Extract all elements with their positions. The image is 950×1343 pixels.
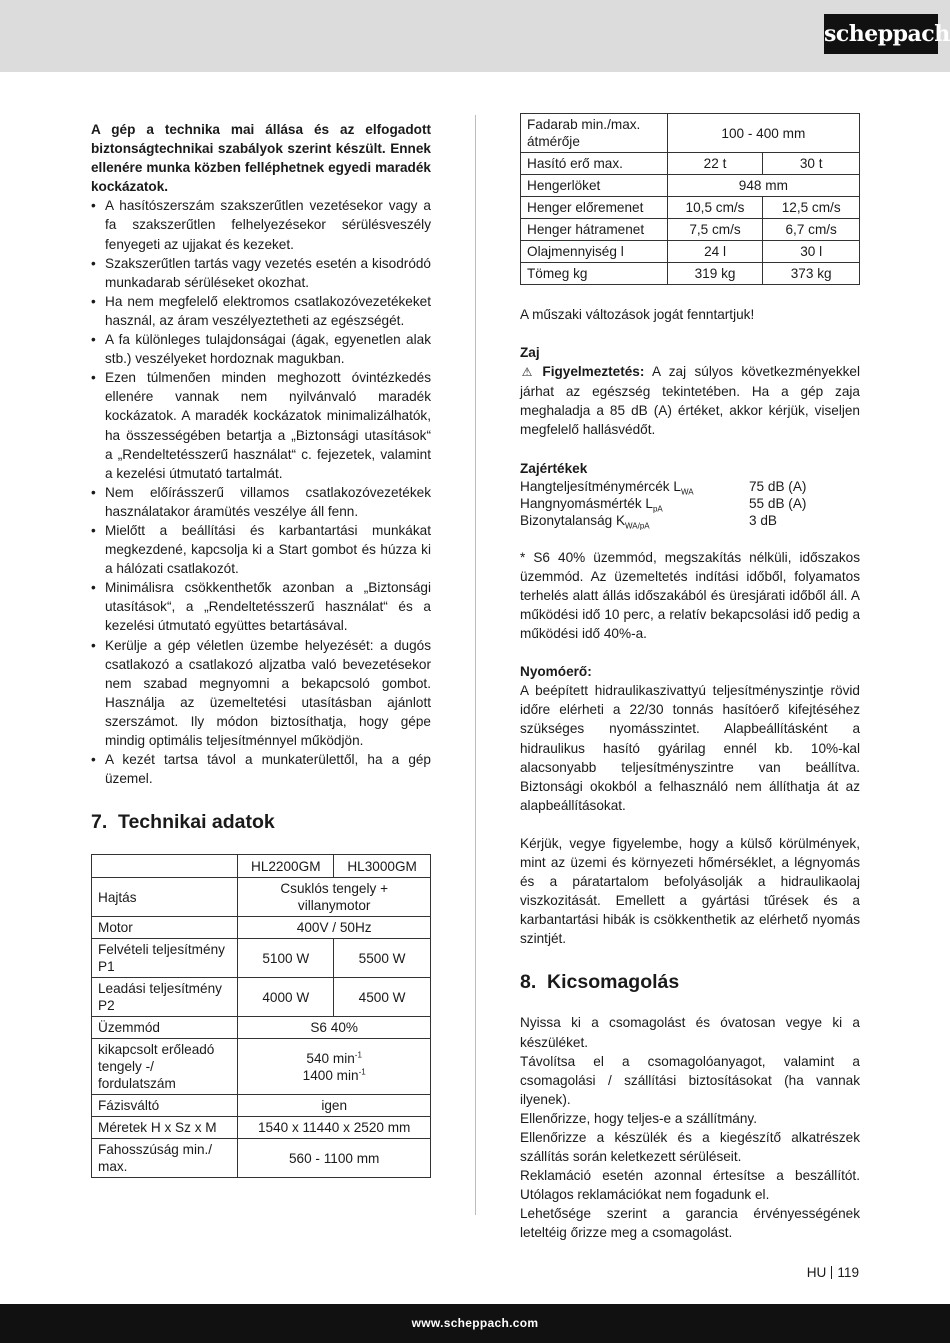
noise-value: 55 dB (A) — [749, 495, 807, 511]
right-column — [520, 113, 860, 1243]
left-column — [91, 120, 431, 1178]
row-value: S6 40% — [238, 1017, 431, 1039]
table-row — [92, 939, 431, 978]
section-title: Kicsomagolás — [547, 971, 680, 994]
row-value: 30 t — [763, 153, 860, 175]
table-row — [92, 1139, 431, 1178]
row-label: Fahosszúság min./ max. — [92, 1139, 238, 1178]
tech-data-table — [91, 854, 431, 1178]
table-row — [521, 175, 860, 197]
rpm-value-1: 540 min — [306, 1050, 355, 1066]
column-divider — [475, 115, 476, 1215]
table-row — [92, 1017, 431, 1039]
list-item: • A kezét tartsa távol a munkaterülettől, ha a gép üzemel. — [91, 750, 431, 788]
section-number: 8. — [520, 971, 537, 994]
row-value: 319 kg — [667, 263, 763, 285]
noise-label: Bizonytalanság K — [520, 512, 626, 528]
unpacking-step: Távolítsa el a csomagolóanyagot, valamint a csomagolási / szállítási biztosításokat (ha vannak ilyenek). — [520, 1053, 860, 1107]
model-header: HL2200GM — [238, 855, 334, 878]
table-row — [92, 1039, 431, 1095]
list-item: • Nem előírásszerű villamos csatlakozóvezetékek használatakor áramütés veszélye áll fenn. — [91, 483, 431, 521]
row-label: Méretek H x Sz x M — [92, 1117, 238, 1139]
table-row — [92, 878, 431, 917]
row-value: igen — [238, 1095, 431, 1117]
row-label: kikapcsolt erőleadó tengely -/ fordulatszám — [92, 1039, 238, 1095]
row-label: Felvételi teljesítmény P1 — [92, 939, 238, 978]
warning-triangle-icon: ⚠ — [521, 365, 533, 380]
noise-value: 75 dB (A) — [749, 478, 807, 494]
list-item: • Szakszerűtlen tartás vagy vezetés esetén a kisodródó munkadarab sérüléseket okozhat. — [91, 254, 431, 292]
warning-label: Figyelmeztetés: — [542, 364, 645, 380]
table-row — [92, 1117, 431, 1139]
list-item: • Kerülje a gép véletlen üzembe helyezését: a dugós csatlakozó a csatlakozó aljzatba való bevezetésekor nem szabad megnyomni a bekapcsoló gombot. Használja az üzemeltetési utasításban ajánlott szerszámot. Ily módon biztosíthatja, hogy gépe mindig optimális teljesítménnyel működjön. — [91, 636, 431, 751]
row-label: Olajmennyiség l — [521, 241, 668, 263]
row-value: 24 l — [667, 241, 763, 263]
table-row — [521, 241, 860, 263]
language-code: HU — [806, 1265, 827, 1280]
page-number — [807, 1265, 859, 1280]
warning-text: A zaj súlyos következményekkel járhat az egészség tekintetében. Ha a gép zaja meghaladja a 85 dB (A) értéket, akkor kérjük, viseljen megfelelő hallásvédőt. — [520, 364, 861, 438]
scheppach-logo: scheppach — [824, 14, 938, 54]
table-row — [521, 263, 860, 285]
pressure-heading: Nyomóerő: — [520, 664, 592, 680]
row-value: 400V / 50Hz — [238, 917, 431, 939]
table-row — [92, 978, 431, 1017]
unpacking-instructions — [520, 1013, 860, 1242]
s6-mode-note: * S6 40% üzemmód, megszakítás nélküli, időszakos üzemmód. Az üzemeltetés indítási időből, folyamatos terhelés alatt állás időszakából és üresjárati időből áll. A működési idő 10 perc, a relatív bekapcsolási idő pedig a működési idő 40%-a. — [520, 549, 860, 642]
tech-data-table-continued — [520, 113, 860, 285]
noise-value: 3 dB — [749, 512, 777, 528]
row-value: 30 l — [763, 241, 860, 263]
noise-label: Hangteljesítménymércék L — [520, 478, 681, 494]
table-row — [92, 855, 431, 878]
row-value: 373 kg — [763, 263, 860, 285]
rpm-value-2: 1400 min — [302, 1067, 359, 1083]
list-item: • Minimálisra csökkenthetők azonban a „Biztonsági utasítások“, a „Rendeltetésszerű használat“ és a kezelési útmutató együttes betartásával. — [91, 578, 431, 635]
row-value: 7,5 cm/s — [667, 219, 763, 241]
table-row — [521, 219, 860, 241]
row-label: Hajtás — [92, 878, 238, 917]
row-value: 100 - 400 mm — [667, 114, 859, 153]
section-7-heading — [91, 810, 431, 834]
unit-exponent: -1 — [358, 1067, 366, 1077]
table-row — [521, 153, 860, 175]
pressure-paragraph: A beépített hidraulikaszivattyú teljesítményszintje rövid időre elérheti a 22/30 tonnás hasítóerő kifejtéséhez szükséges nyomásszintet. Alapbeállításként a hidraulikus hasító gyárilag ennél kb. 10%-kal alacsonyabb teljesítményszintre van beállítva. Biztonsági okokból a felhasználó nem állíthatja át az alapbeállításokat. — [520, 683, 860, 813]
row-value: 560 - 1100 mm — [238, 1139, 431, 1178]
table-row — [521, 197, 860, 219]
table-row — [520, 495, 860, 512]
row-label: Hengerlöket — [521, 175, 668, 197]
noise-label: Hangnyomásmérték L — [520, 495, 653, 511]
website-url: www.scheppach.com — [411, 1316, 539, 1330]
row-label: Motor — [92, 917, 238, 939]
unpacking-step: Nyissa ki a csomagolást és óvatosan vegye ki a készüléket. — [520, 1015, 860, 1050]
row-value: 6,7 cm/s — [763, 219, 860, 241]
row-value: Csuklós tengely + villanymotor — [238, 878, 431, 917]
list-item: • Ha nem megfelelő elektromos csatlakozóvezetékeket használ, az áram veszélyeztetheti az egészségét. — [91, 292, 431, 330]
unpacking-step: Ellenőrizze a készülék és a kiegészítő alkatrészek szállítás során keletkezett sérüléseit. — [520, 1130, 860, 1165]
row-value: 22 t — [667, 153, 763, 175]
table-row — [520, 512, 860, 529]
row-label: Henger előremenet — [521, 197, 668, 219]
row-label: Henger hátramenet — [521, 219, 668, 241]
row-label: Hasító erő max. — [521, 153, 668, 175]
unit-exponent: -1 — [354, 1050, 362, 1060]
residual-risk-list — [91, 196, 431, 788]
separator — [831, 1266, 832, 1279]
section-8-heading — [520, 970, 860, 994]
header-bar — [0, 0, 950, 72]
unpacking-step: Ellenőrizze, hogy teljes-e a szállítmány. — [520, 1110, 757, 1126]
noise-warning — [520, 362, 860, 439]
list-item: • Mielőtt a beállítási és karbantartási munkákat megkezdené, kapcsolja ki a Start gombot és húzza ki a hálózati csatlakozót. — [91, 521, 431, 578]
row-label: Üzemmód — [92, 1017, 238, 1039]
row-value: 4500 W — [334, 978, 431, 1017]
page-number-value: 119 — [837, 1265, 859, 1280]
list-item: • A hasítószerszám szakszerűtlen vezetésekor vagy a fa szakszerűtlen felhelyezésekor sérülésveszély fenyegeti az ujjakat és kezeket. — [91, 196, 431, 253]
row-value: 1540 x 11440 x 2520 mm — [238, 1117, 431, 1139]
unpacking-step: Lehetősége szerint a garancia érvényességének leteltéig őrizze meg a csomagolást. — [520, 1206, 860, 1241]
noise-values-heading: Zajértékek — [520, 460, 588, 476]
noise-subscript: WA — [680, 487, 694, 497]
row-value: 12,5 cm/s — [763, 197, 860, 219]
table-row — [521, 114, 860, 153]
unpacking-step: Reklamáció esetén azonnal értesítse a beszállítót. Utólagos reklamációkat nem fogadunk el. — [520, 1168, 860, 1203]
noise-heading: Zaj — [520, 345, 540, 361]
row-label: Fadarab min./max. átmérője — [521, 114, 668, 153]
row-value: 5100 W — [238, 939, 334, 978]
table-row — [520, 478, 860, 495]
section-number: 7. — [91, 811, 108, 834]
noise-subscript: pA — [652, 504, 663, 514]
pressure-conditions-paragraph: Kérjük, vegye figyelembe, hogy a külső körülmények, mint az üzemi és környezeti hőmérséklet, a légnyomás és a páratartalom befolyásolják a hidraulikaolaj viszkozitását. Emellett a gyártási tűrések és a karbantartási hibák is csökkenthetik az elérhető nyomás szintjét. — [520, 835, 860, 947]
model-header: HL3000GM — [334, 855, 431, 878]
list-item: • Ezen túlmenően minden meghozott óvintézkedés ellenére vannak nem nyilvánvaló maradék kockázatok. A maradék kockázatok minimalizálhatók, ha összességében betartja a „Biztonsági utasítások“ a „Rendeltetésszerű használat“ c. fejezetek, valamint a kezelési útmutató tartalmát. — [91, 368, 431, 483]
section-title: Technikai adatok — [118, 811, 275, 834]
table-row — [92, 1095, 431, 1117]
footer-bar — [0, 1304, 950, 1343]
noise-values — [520, 478, 860, 529]
technical-changes-note: A műszaki változások jogát fenntartjuk! — [520, 307, 755, 322]
row-label: Tömeg kg — [521, 263, 668, 285]
row-value — [238, 1039, 431, 1095]
row-value: 4000 W — [238, 978, 334, 1017]
list-item: • A fa különleges tulajdonságai (ágak, egyenetlen alak stb.) veszélyeket hordoznak magukban. — [91, 330, 431, 368]
residual-risk-intro: A gép a technika mai állása és az elfogadott biztonságtechnikai szabályok szerint készült. Ennek ellenére munka közben felléphetnek egyedi maradék kockázatok. — [91, 122, 431, 195]
row-label: Fázisváltó — [92, 1095, 238, 1117]
row-value: 948 mm — [667, 175, 859, 197]
row-label: Leadási teljesítmény P2 — [92, 978, 238, 1017]
table-row — [92, 917, 431, 939]
row-value: 5500 W — [334, 939, 431, 978]
noise-subscript: WA/pA — [625, 521, 650, 531]
row-value: 10,5 cm/s — [667, 197, 763, 219]
